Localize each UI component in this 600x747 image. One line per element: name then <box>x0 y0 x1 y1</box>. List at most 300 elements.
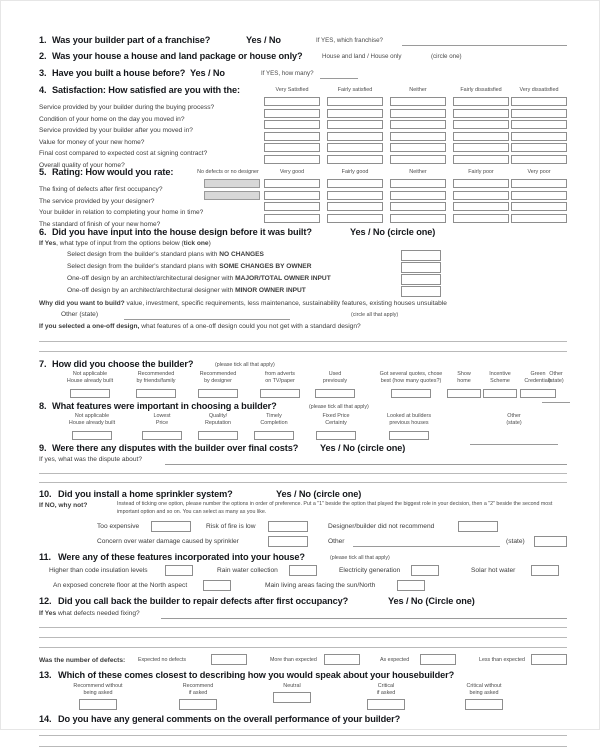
q13-column-1-line2: if asked <box>188 689 208 696</box>
q13-box-3[interactable] <box>367 699 405 710</box>
q13-column-1 <box>157 683 239 715</box>
question-5-header <box>39 167 567 178</box>
q10-answer[interactable]: Yes / No (circle one) <box>276 489 362 499</box>
q4-box-2-3[interactable] <box>453 120 509 129</box>
q7-column-0 <box>59 371 121 403</box>
q3-followup-label: If YES, how many? <box>261 70 314 77</box>
q7-column-0-line1: Not applicable <box>72 371 108 377</box>
q13-box-2[interactable] <box>273 692 311 703</box>
q5-column-header-4: Very poor <box>527 169 551 175</box>
q6-ifyes-line <box>39 239 567 250</box>
q4-box-4-2[interactable] <box>390 143 446 152</box>
q5-box-2-1[interactable] <box>327 202 383 211</box>
q5-box-1-2[interactable] <box>390 191 446 200</box>
q4-row-label-2: Service provided by your builder after you moved in? <box>39 127 193 134</box>
q11-feature-label-2: Electricity generation <box>339 567 401 574</box>
q12-defects-box-3[interactable] <box>531 654 567 665</box>
q4-box-0-4[interactable] <box>511 97 567 106</box>
q4-box-1-0[interactable] <box>264 109 320 118</box>
q8-box-3[interactable] <box>254 431 294 440</box>
q5-na-box-1[interactable] <box>204 191 260 200</box>
q6-option-0 <box>39 250 567 262</box>
q5-box-0-1[interactable] <box>327 179 383 188</box>
q13-column-4 <box>439 683 529 715</box>
q4-column-header-2: Neither <box>409 87 427 93</box>
q4-column-header-1: Fairly satisfied <box>337 87 373 93</box>
q8-column-2-line2: Reputation <box>204 419 232 426</box>
q12-number: 12. <box>39 596 52 606</box>
q12-text: Did you call back the builder to repair defects after first occupancy? <box>58 596 349 606</box>
q4-box-1-4[interactable] <box>511 109 567 118</box>
q1-answer[interactable]: Yes / No <box>246 35 281 45</box>
q4-box-5-3[interactable] <box>453 155 509 164</box>
q4-row-4 <box>39 142 567 157</box>
q10-instruction: Instead of ticking one option, please number the options in order of preference. Put a "1" beside the option that played the biggest role in your decision, then a "2" beside the second most important option and so on. You can select as many as you like. <box>117 501 553 515</box>
q10-followup-label: If NO, why not? <box>39 502 88 509</box>
q10-option-label-2: Designer/builder did not recommend <box>328 523 435 530</box>
q11-feature-box-1[interactable] <box>289 565 317 576</box>
q5-row-label-1: The service provided by your designer? <box>39 197 155 205</box>
q7-column-9-line2: (state) <box>548 377 564 384</box>
q6-option-1-bold: SOME CHANGES BY OWNER <box>219 263 312 270</box>
q12-defects-input-2[interactable] <box>39 627 567 628</box>
q6-option-0-bold: NO CHANGES <box>219 251 264 258</box>
q8-column-1 <box>131 413 193 445</box>
q4-box-5-2[interactable] <box>390 155 446 164</box>
q4-column-header-3: Fairly dissatisfied <box>460 87 502 93</box>
q1-followup-label: If YES, which franchise? <box>316 37 383 44</box>
q12-defects-option-1: More than expected <box>270 657 317 663</box>
q2-note: (circle one) <box>431 53 462 60</box>
q4-box-0-3[interactable] <box>453 97 509 106</box>
q9-followup <box>39 455 567 466</box>
q12-followup <box>39 609 567 620</box>
q10-option-box-0[interactable] <box>151 521 191 532</box>
q6-option-box-3[interactable] <box>401 286 441 297</box>
q4-box-4-0[interactable] <box>264 143 320 152</box>
q5-row-1 <box>39 190 567 205</box>
q8-column-1-line2: Price <box>155 419 169 426</box>
q4-box-3-1[interactable] <box>327 132 383 141</box>
q5-box-3-2[interactable] <box>390 214 446 223</box>
q4-box-1-2[interactable] <box>390 109 446 118</box>
q1-text: Was your builder part of a franchise? <box>52 35 211 45</box>
q4-row-0 <box>39 96 567 111</box>
q12-defects-input-1[interactable] <box>161 609 567 619</box>
q8-number: 8. <box>39 401 47 411</box>
q10-other-label: Other <box>328 538 345 545</box>
q4-box-0-1[interactable] <box>327 97 383 106</box>
q7-box-1[interactable] <box>136 389 176 398</box>
q12-defects-input-4[interactable] <box>39 647 567 648</box>
q7-tickgrid <box>39 371 567 399</box>
question-2 <box>39 51 567 68</box>
question-10-header <box>39 489 567 501</box>
q5-text: Rating: How would you rate: <box>52 167 174 177</box>
q10-options-row-2 <box>39 536 567 551</box>
q8-column-2 <box>187 413 249 445</box>
q6-option-box-1[interactable] <box>401 262 441 273</box>
q10-instruction-block <box>39 501 567 521</box>
q5-na-column-header: No defects or no designer <box>197 169 259 175</box>
q8-column-3 <box>243 413 305 445</box>
q7-column-9 <box>539 371 573 403</box>
q12-defects-option-0: Expected no defects <box>138 657 186 663</box>
q4-box-2-4[interactable] <box>511 120 567 129</box>
q11-feature-box-4[interactable] <box>203 580 231 591</box>
q5-box-2-3[interactable] <box>453 202 509 211</box>
q6-answer[interactable]: Yes / No (circle one) <box>350 227 436 237</box>
q4-row-3 <box>39 131 567 146</box>
q6-ifyes-end: ) <box>208 240 211 247</box>
q11-features-row-1 <box>39 565 567 580</box>
q12-defects-box-2[interactable] <box>420 654 456 665</box>
q11-number: 11. <box>39 552 51 562</box>
q5-na-box-0[interactable] <box>204 179 260 188</box>
q12-defects-input-3[interactable] <box>39 637 567 638</box>
q4-box-0-2[interactable] <box>390 97 446 106</box>
q13-column-4-line1: Critical without <box>466 683 502 689</box>
q10-option-box-3[interactable] <box>268 536 308 547</box>
q11-feature-box-0[interactable] <box>165 565 193 576</box>
q8-column-0-line1: Not applicable <box>74 413 110 419</box>
q5-row-0 <box>39 178 567 193</box>
q8-text: What features were important in choosing a builder? <box>52 401 277 411</box>
q7-box-0[interactable] <box>70 389 110 398</box>
q7-column-5-line1: Got several quotes, chose <box>379 371 443 377</box>
q4-box-2-0[interactable] <box>264 120 320 129</box>
q8-column-0-line2: House already built <box>68 419 116 426</box>
q6-oneoff-rest: what features of a one-off design could you not get with a standard design? <box>139 323 361 330</box>
q9-dispute-input-3[interactable] <box>39 482 567 483</box>
q4-box-2-2[interactable] <box>390 120 446 129</box>
q5-box-3-3[interactable] <box>453 214 509 223</box>
q5-box-0-3[interactable] <box>453 179 509 188</box>
q8-column-1-line1: Lowest <box>153 413 171 419</box>
q6-option-2-bold: MAJOR/TOTAL OWNER INPUT <box>235 275 331 282</box>
q7-box-3[interactable] <box>260 389 300 398</box>
question-14-header <box>39 714 567 727</box>
q5-box-1-1[interactable] <box>327 191 383 200</box>
q4-box-5-4[interactable] <box>511 155 567 164</box>
q12-defect-count-row <box>39 654 567 670</box>
question-13-header <box>39 670 567 683</box>
q11-note: (please tick all that apply) <box>330 555 390 561</box>
q7-column-4-line1: Used <box>328 371 342 377</box>
q9-followup-label: If yes, what was the dispute about? <box>39 456 142 463</box>
q5-matrix <box>39 178 567 228</box>
question-1 <box>39 35 567 51</box>
q7-column-1-line2: by friends/family <box>136 377 176 384</box>
q4-box-0-0[interactable] <box>264 97 320 106</box>
q13-column-3 <box>345 683 427 715</box>
q6-option-3-plain: One-off design by an architect/architectural designer with <box>67 287 236 294</box>
q12-defects-option-2: As expected <box>380 657 410 663</box>
question-7-header <box>39 359 567 371</box>
q8-column-5-line1: Looked at builders <box>386 413 432 419</box>
q7-column-3-line1: from adverts <box>265 371 295 377</box>
q5-row-2 <box>39 201 567 216</box>
q7-column-5-line2: best (how many quotes?) <box>380 377 442 384</box>
q11-feature-box-3[interactable] <box>531 565 559 576</box>
q6-option-box-2[interactable] <box>401 274 441 285</box>
q4-box-3-3[interactable] <box>453 132 509 141</box>
q4-box-2-1[interactable] <box>327 120 383 129</box>
q8-box-5[interactable] <box>389 431 429 440</box>
q7-box-2[interactable] <box>198 389 238 398</box>
q12-answer[interactable]: Yes / No (Circle one) <box>388 596 475 606</box>
q4-row-label-1: Condition of your home on the day you moved in? <box>39 115 185 123</box>
q14-text: Do you have any general comments on the overall performance of your builder? <box>58 714 401 724</box>
q11-feature-box-2[interactable] <box>411 565 439 576</box>
q4-box-1-1[interactable] <box>327 109 383 118</box>
q10-option-box-2[interactable] <box>458 521 498 532</box>
q8-column-6-line1: Other <box>507 413 521 419</box>
q11-feature-box-5[interactable] <box>397 580 425 591</box>
q11-features-row-2 <box>39 580 567 595</box>
question-8-header <box>39 401 567 413</box>
q8-tickgrid <box>39 413 567 441</box>
q4-box-3-4[interactable] <box>511 132 567 141</box>
q7-column-4 <box>307 371 363 403</box>
q5-box-1-4[interactable] <box>511 191 567 200</box>
q4-number: 4. <box>39 85 47 95</box>
q13-column-3-line1: Critical <box>377 683 395 689</box>
q3-number: 3. <box>39 68 47 78</box>
q9-dispute-input-2[interactable] <box>39 473 567 474</box>
q5-box-3-0[interactable] <box>264 214 320 223</box>
q6-option-0-plain: Select design from the builder's standard plans with <box>67 251 220 258</box>
q7-column-6-line2: home <box>457 377 471 384</box>
q13-box-0[interactable] <box>79 699 117 710</box>
q7-text: How did you choose the builder? <box>52 359 194 369</box>
q4-column-header-4: Very dissatisfied <box>519 87 559 93</box>
q7-column-3-line2: on TV/paper <box>265 377 295 384</box>
q4-text: Satisfaction: How satisfied are you with the: <box>52 85 240 95</box>
q8-box-2[interactable] <box>198 431 238 440</box>
q7-column-7-line1: Incentive <box>489 371 511 377</box>
q2-answer[interactable]: House and land / House only <box>322 53 402 60</box>
q4-matrix <box>39 96 567 169</box>
q3-text: Have you built a house before? <box>52 68 186 78</box>
q8-column-2-line1: Quality/ <box>208 413 228 419</box>
q9-answer[interactable]: Yes / No (circle one) <box>320 443 406 453</box>
q4-row-label-3: Value for money of your new home? <box>39 138 145 146</box>
q7-column-2-line1: Recommended <box>199 371 237 377</box>
q13-box-4[interactable] <box>465 699 503 710</box>
q5-row-label-2: Your builder in relation to completing your home in time? <box>39 209 204 216</box>
q7-box-7[interactable] <box>483 389 517 398</box>
q3-answer[interactable]: Yes / No <box>190 68 225 78</box>
q12-defects-box-0[interactable] <box>211 654 247 665</box>
q6-text: Did you have input into the house design before it was built? <box>52 227 312 237</box>
q13-column-1-line1: Recommend <box>182 683 214 689</box>
q7-number: 7. <box>39 359 47 369</box>
q13-column-0-line2: being asked <box>83 689 113 696</box>
q7-column-8-line1: Green <box>530 371 546 377</box>
q7-box-4[interactable] <box>315 389 355 398</box>
q6-why-rest: value, investment, specific requirements, less maintenance, sustainability features, existing houses unsuitable <box>124 300 447 307</box>
q7-column-9-line1: Other <box>549 371 563 377</box>
q2-number: 2. <box>39 51 47 61</box>
q4-column-header-0: Very Satisfied <box>275 87 309 93</box>
q5-box-1-0[interactable] <box>264 191 320 200</box>
q11-feature-label-4: An exposed concrete floor at the North aspect <box>53 582 188 589</box>
q9-text: Were there any disputes with the builder over final costs? <box>52 443 299 453</box>
q4-box-4-1[interactable] <box>327 143 383 152</box>
q13-column-0-line1: Recommend without <box>73 683 123 689</box>
q6-ifyes-rest: , what type of input from the options below ( <box>56 240 184 247</box>
q11-feature-label-0: Higher than code insulation levels <box>49 567 148 574</box>
q4-row-label-4: Final cost compared to expected cost at signing contract? <box>39 150 208 157</box>
q10-number: 10. <box>39 489 52 499</box>
q6-ifyes-bold: If Yes <box>39 240 57 247</box>
q6-option-2-plain: One-off design by an architect/architectural designer with <box>67 275 236 282</box>
q4-box-4-4[interactable] <box>511 143 567 152</box>
q8-column-3-line2: Completion <box>260 419 288 426</box>
q8-box-4[interactable] <box>316 431 356 440</box>
q6-option-3 <box>39 286 567 298</box>
q6-other-input[interactable] <box>124 310 290 320</box>
q7-column-8-line2: Credentials <box>524 377 552 384</box>
q7-box-5[interactable] <box>391 389 431 398</box>
q7-column-6-line1: Show <box>457 371 471 377</box>
q6-answer-line-2[interactable] <box>39 351 567 352</box>
q5-box-3-4[interactable] <box>511 214 567 223</box>
q7-column-1-line1: Recommended <box>137 371 175 377</box>
q12-followup-rest: what defects needed fixing? <box>56 610 140 617</box>
q4-box-1-3[interactable] <box>453 109 509 118</box>
q6-oneoff-line <box>39 322 567 336</box>
q13-column-2-line2: Neutral <box>283 683 301 689</box>
q4-row-1 <box>39 108 567 123</box>
q13-column-0 <box>57 683 139 715</box>
q6-option-box-0[interactable] <box>401 250 441 261</box>
q4-row-5 <box>39 154 567 169</box>
q5-number: 5. <box>39 167 47 177</box>
q14-number: 14. <box>39 714 52 724</box>
q8-column-0 <box>61 413 123 445</box>
q9-number: 9. <box>39 443 47 453</box>
q1-franchise-input[interactable] <box>402 35 567 46</box>
q6-ifyes-tick: tick one <box>183 240 209 247</box>
q7-column-1 <box>125 371 187 403</box>
q6-oneoff-bold: If you selected a one-off design, <box>39 323 140 330</box>
q6-answer-line-1[interactable] <box>39 341 567 342</box>
question-3 <box>39 68 567 85</box>
q8-column-3-line1: Timely <box>266 413 282 419</box>
q7-column-2 <box>187 371 249 403</box>
q7-column-2-line2: by designer <box>204 377 232 384</box>
q7-column-3 <box>249 371 311 403</box>
q10-other-state: (state) <box>506 538 525 545</box>
q6-circle-all-note: (circle all that apply) <box>351 312 399 318</box>
q4-box-4-3[interactable] <box>453 143 509 152</box>
q10-option-label-1: Risk of fire is low <box>206 523 256 530</box>
q4-box-3-0[interactable] <box>264 132 320 141</box>
q8-box-0[interactable] <box>72 431 112 440</box>
q12-followup-bold: If Yes <box>39 610 57 617</box>
q10-option-label-3: Concern over water damage caused by sprinkler <box>97 538 239 545</box>
q3-howmany-input[interactable] <box>320 68 358 79</box>
q7-column-4-line2: previously <box>322 377 348 384</box>
q7-column-7-line2: Scheme <box>490 377 510 384</box>
q5-column-header-3: Fairly poor <box>468 169 494 175</box>
q8-box-1[interactable] <box>142 431 182 440</box>
q4-box-5-0[interactable] <box>264 155 320 164</box>
q11-feature-label-3: Solar hot water <box>471 567 516 574</box>
q7-box-6[interactable] <box>447 389 481 398</box>
q8-column-5-line2: previous houses <box>389 419 429 426</box>
q1-number: 1. <box>39 35 47 45</box>
q8-column-4 <box>305 413 367 445</box>
q10-other-input[interactable] <box>353 536 500 547</box>
q11-text: Were any of these features incorporated into your house? <box>58 552 305 562</box>
q5-column-header-2: Neither <box>409 169 427 175</box>
survey-sheet <box>39 35 567 747</box>
q5-box-0-0[interactable] <box>264 179 320 188</box>
q6-number: 6. <box>39 227 47 237</box>
q11-feature-label-5: Main living areas facing the sun/North <box>265 582 376 589</box>
q5-box-2-0[interactable] <box>264 202 320 211</box>
question-6-header <box>39 227 567 239</box>
q6-why-build <box>39 299 567 310</box>
question-9-header <box>39 443 567 455</box>
q13-number: 13. <box>39 670 52 680</box>
q14-comment-line-1[interactable] <box>39 735 567 736</box>
q6-option-1-plain: Select design from the builder's standard plans with <box>67 263 220 270</box>
q10-text: Did you install a home sprinkler system? <box>58 489 233 499</box>
q4-row-label-5: Overall quality of your home? <box>39 161 125 169</box>
q4-box-3-2[interactable] <box>390 132 446 141</box>
question-12-header <box>39 596 567 609</box>
q6-option-1 <box>39 262 567 274</box>
q13-column-3-line2: if asked <box>376 689 396 696</box>
q5-box-1-3[interactable] <box>453 191 509 200</box>
q10-option-box-1[interactable] <box>268 521 308 532</box>
q11-feature-label-1: Rain water collection <box>217 567 278 574</box>
q8-note: (please tick all that apply) <box>309 404 369 410</box>
q5-box-2-4[interactable] <box>511 202 567 211</box>
q6-why-bold: Why did you want to build? <box>39 300 125 307</box>
question-11-header <box>39 552 567 565</box>
q8-column-4-line1: Fixed Price <box>322 413 350 419</box>
q13-box-1[interactable] <box>179 699 217 710</box>
q8-column-5 <box>369 413 449 445</box>
q5-box-2-2[interactable] <box>390 202 446 211</box>
q5-box-0-2[interactable] <box>390 179 446 188</box>
q6-option-3-bold: MINOR OWNER INPUT <box>235 287 306 294</box>
q6-other-label: Other (state) <box>61 311 99 318</box>
q5-row-3 <box>39 213 567 228</box>
q10-options-row-1 <box>39 521 567 536</box>
q6-option-2 <box>39 274 567 286</box>
q8-column-6 <box>469 413 559 445</box>
q10-other-box[interactable] <box>534 536 567 547</box>
q13-text: Which of these comes closest to describing how you would speak about your housebuilder? <box>58 670 455 680</box>
q4-box-5-1[interactable] <box>327 155 383 164</box>
q13-tickgrid <box>39 683 567 712</box>
q2-text: Was your house a house and land package or house only? <box>52 51 303 61</box>
q5-box-3-1[interactable] <box>327 214 383 223</box>
q12-defects-count-label: Was the number of defects: <box>39 657 126 664</box>
q9-dispute-input-1[interactable] <box>165 455 567 465</box>
q12-defects-box-1[interactable] <box>324 654 360 665</box>
q13-column-4-line2: being asked <box>469 689 499 696</box>
q5-column-header-0: Very good <box>279 169 305 175</box>
q8-column-4-line2: Certainty <box>325 419 347 426</box>
q5-box-0-4[interactable] <box>511 179 567 188</box>
